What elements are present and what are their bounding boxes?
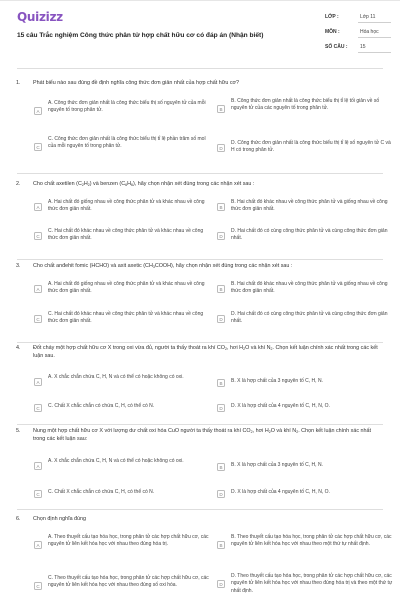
option-text: B. Hai chất đó khác nhau về công thức phân tử và giống nhau về công thức đơn giản nhất. bbox=[231, 199, 388, 213]
section-divider bbox=[17, 424, 383, 425]
meta-label-class: LỚP : bbox=[325, 14, 339, 20]
option-d[interactable] bbox=[217, 403, 393, 412]
question-text: Nung một hợp chất hữu cơ X với lượng dư chất oxi hóa CuO người ta thấy thoát ra khí $CO_2$, hơi $H_2O$ và khí $N_2$. Chọn kết luận chính xác nhất trong các kết luận sau: bbox=[33, 428, 372, 442]
option-letter-box[interactable]: B bbox=[217, 285, 225, 293]
question-number: 6. bbox=[16, 516, 21, 522]
meta-underline bbox=[358, 22, 391, 23]
meta-underline bbox=[358, 37, 391, 38]
meta-value-class: Lớp 11 bbox=[360, 14, 376, 20]
meta-underline bbox=[358, 52, 391, 53]
option-letter-box[interactable]: A bbox=[34, 285, 42, 293]
section-divider bbox=[17, 68, 383, 69]
option-letter-box[interactable]: C bbox=[34, 404, 42, 412]
question-text: Đốt cháy một hợp chất hữu cơ X trong oxi vừa đủ, người ta thấy thoát ra khí $CO_2$, hơi $H_2O$ và khí $N_2$. Chọn kết luận chính xác nhất trong các kết luận sau. bbox=[33, 345, 378, 359]
option-letter-box[interactable]: A bbox=[34, 378, 42, 386]
meta-value-count: 15 bbox=[360, 44, 366, 50]
option-text: C. Chất X chắc chắn có chứa C, H, có thể có N. bbox=[48, 403, 155, 409]
option-letter-box[interactable]: B bbox=[217, 203, 225, 211]
worksheet-header bbox=[0, 0, 400, 62]
question-text: Cho chất anđehit fomic (HCHO) và axit axetic $(CH_3COOH)$, hãy chọn nhận xét đúng trong các nhận xét sau : bbox=[33, 263, 293, 269]
option-text: A. X chắc chắn chứa C, H, N và có thể có hoặc không có oxi. bbox=[48, 374, 184, 380]
option-text: C. Hai chất đó khác nhau về công thức phân tử và khác nhau về công thức đơn giản nhất. bbox=[48, 228, 204, 242]
option-letter-box[interactable]: C bbox=[34, 143, 42, 151]
option-text: A. Hai chất đó giống nhau về công thức phân tử và khác nhau về công thức đơn giản nhất. bbox=[48, 281, 205, 295]
option-letter-box[interactable]: D bbox=[217, 144, 225, 152]
question-6 bbox=[0, 516, 400, 600]
option-text: D. X là hợp chất của 4 nguyên tố C, H, N, O. bbox=[231, 489, 330, 495]
option-d[interactable] bbox=[217, 228, 393, 244]
option-letter-box[interactable]: C bbox=[34, 490, 42, 498]
option-b[interactable] bbox=[217, 462, 393, 471]
question-number: 4. bbox=[16, 345, 21, 351]
question-text: Cho chất axetilen $(C_2H_2)$ và benzen $(C_6H_6)$, hãy chọn nhận xét đúng trong các nhận xét sau : bbox=[33, 181, 255, 187]
option-b[interactable] bbox=[217, 378, 393, 387]
option-text: A. Hai chất đó giống nhau về công thức phân tử và khác nhau về công thức đơn giản nhất. bbox=[48, 199, 205, 213]
question-number: 1. bbox=[16, 80, 21, 86]
option-c[interactable] bbox=[34, 489, 210, 498]
option-text: C. Hai chất đó khác nhau về công thức phân tử và khác nhau về công thức đơn giản nhất. bbox=[48, 311, 204, 325]
option-a[interactable] bbox=[34, 100, 210, 122]
option-text: A. Công thức đơn giản nhất là công thức biểu thị số nguyên tử của mỗi nguyên tố trong phân tử. bbox=[48, 100, 206, 114]
question-number: 5. bbox=[16, 428, 21, 434]
option-letter-box[interactable]: D bbox=[217, 490, 225, 498]
option-d[interactable] bbox=[217, 489, 393, 498]
option-b[interactable] bbox=[217, 534, 393, 556]
option-c[interactable] bbox=[34, 228, 210, 244]
option-d[interactable] bbox=[217, 140, 393, 155]
option-letter-box[interactable]: B bbox=[217, 541, 225, 549]
option-letter-box[interactable]: D bbox=[217, 232, 225, 240]
option-a[interactable] bbox=[34, 458, 210, 474]
option-text: C. Chất X chắc chắn có chứa C, H, có thể có N. bbox=[48, 489, 155, 495]
option-text: D. Công thức đơn giản nhất là công thức biểu thị tỉ lệ số nguyên tử C và H có trong phân tử. bbox=[231, 140, 391, 154]
option-b[interactable] bbox=[217, 281, 393, 297]
option-letter-box[interactable]: C bbox=[34, 315, 42, 323]
option-letter-box[interactable]: C bbox=[34, 582, 42, 590]
option-b[interactable] bbox=[217, 98, 393, 120]
option-d[interactable] bbox=[217, 311, 393, 327]
option-text: B. Công thức đơn giản nhất là công thức biểu thị tỉ lệ tối giản về số nguyên tử của các nguyên tố trong phân tử. bbox=[231, 98, 380, 112]
option-c[interactable] bbox=[34, 575, 210, 597]
meta-row-count bbox=[325, 44, 391, 59]
meta-label-subject: MÔN : bbox=[325, 29, 340, 35]
option-text: A. Theo thuyết cấu tạo hóa học, trong phân tử các hợp chất hữu cơ, các nguyên tử liên kết hóa học với nhau theo đúng hóa trị. bbox=[48, 534, 209, 548]
option-letter-box[interactable]: B bbox=[217, 463, 225, 471]
option-text: B. Theo thuyết cấu tạo hóa học, trong phân tử các hợp chất hữu cơ, các nguyên tử liên kết hóa học với nhau theo một thứ tự nhất định. bbox=[231, 534, 392, 548]
option-letter-box[interactable]: B bbox=[217, 379, 225, 387]
option-letter-box[interactable]: C bbox=[34, 232, 42, 240]
option-letter-box[interactable]: B bbox=[217, 105, 225, 113]
meta-row-subject bbox=[325, 29, 391, 44]
option-letter-box[interactable]: A bbox=[34, 203, 42, 211]
question-text: Phát biểu nào sau đúng đề định nghĩa công thức đơn giản nhất của hợp chất hữu cơ? bbox=[33, 80, 240, 86]
quizizz-logo: Quizizz bbox=[17, 10, 63, 24]
option-text: D. X là hợp chất của 4 nguyên tố C, H, N, O. bbox=[231, 403, 330, 409]
question-number: 2. bbox=[16, 181, 21, 187]
option-d[interactable] bbox=[217, 573, 393, 595]
option-text: C. Công thức đơn giản nhất là công thức biểu thị tỉ lệ phần trăm số mol của mỗi nguyên tố trong phân tử. bbox=[48, 136, 206, 150]
option-letter-box[interactable]: D bbox=[217, 404, 225, 412]
meta-value-subject: Hóa học bbox=[360, 29, 379, 35]
option-text: D. Hai chất đó có cùng công thức phân tử và cùng công thức đơn giản nhất. bbox=[231, 311, 388, 325]
section-divider bbox=[17, 173, 383, 174]
option-c[interactable] bbox=[34, 311, 210, 327]
question-number: 3. bbox=[16, 263, 21, 269]
option-text: C. Theo thuyết cấu tạo hóa học, trong phân tử các hợp chất hữu cơ, các nguyên tử liên kết hóa học với nhau theo đúng số oxi hóa. bbox=[48, 575, 209, 589]
option-text: D. Hai chất đó có cùng công thức phân tử và cùng công thức đơn giản nhất. bbox=[231, 228, 388, 242]
option-a[interactable] bbox=[34, 534, 210, 556]
section-divider bbox=[17, 509, 383, 510]
option-text: D. Theo thuyết cấu tạo hóa học, trong phân tử các hợp chất hữu cơ, các nguyên tử liên kết hóa học với nhau theo đúng hóa trị và theo một thứ tự nhất định. bbox=[231, 573, 393, 594]
question-3 bbox=[0, 263, 400, 341]
question-1 bbox=[0, 80, 400, 172]
question-4 bbox=[0, 345, 400, 423]
option-c[interactable] bbox=[34, 136, 210, 158]
section-divider bbox=[17, 342, 383, 343]
option-letter-box[interactable]: D bbox=[217, 580, 225, 588]
option-text: B. Hai chất đó khác nhau về công thức phân tử và giống nhau về công thức đơn giản nhất. bbox=[231, 281, 388, 295]
option-c[interactable] bbox=[34, 403, 210, 412]
option-letter-box[interactable]: A bbox=[34, 107, 42, 115]
option-text: A. X chắc chắn chứa C, H, N và có thể có hoặc không có oxi. bbox=[48, 458, 184, 464]
meta-label-count: SỐ CÂU : bbox=[325, 44, 348, 50]
option-text: B. X là hợp chất của 3 nguyên tố C, H, N. bbox=[231, 462, 323, 468]
worksheet-title: 15 câu Trắc nghiệm Công thức phân tử hợp chất hữu cơ có đáp án (Nhận biết) bbox=[17, 32, 264, 39]
option-letter-box[interactable]: A bbox=[34, 462, 42, 470]
option-b[interactable] bbox=[217, 199, 393, 215]
question-5 bbox=[0, 428, 400, 508]
question-text: Chọn định nghĩa đúng bbox=[33, 516, 87, 522]
option-letter-box[interactable]: D bbox=[217, 315, 225, 323]
question-2 bbox=[0, 181, 400, 259]
meta-row-class bbox=[325, 14, 391, 29]
section-divider bbox=[17, 259, 383, 260]
option-a[interactable] bbox=[34, 374, 210, 390]
option-letter-box[interactable]: A bbox=[34, 541, 42, 549]
worksheet-meta bbox=[325, 14, 391, 59]
option-a[interactable] bbox=[34, 281, 210, 297]
option-text: B. X là hợp chất của 3 nguyên tố C, H, N. bbox=[231, 378, 323, 384]
option-a[interactable] bbox=[34, 199, 210, 215]
